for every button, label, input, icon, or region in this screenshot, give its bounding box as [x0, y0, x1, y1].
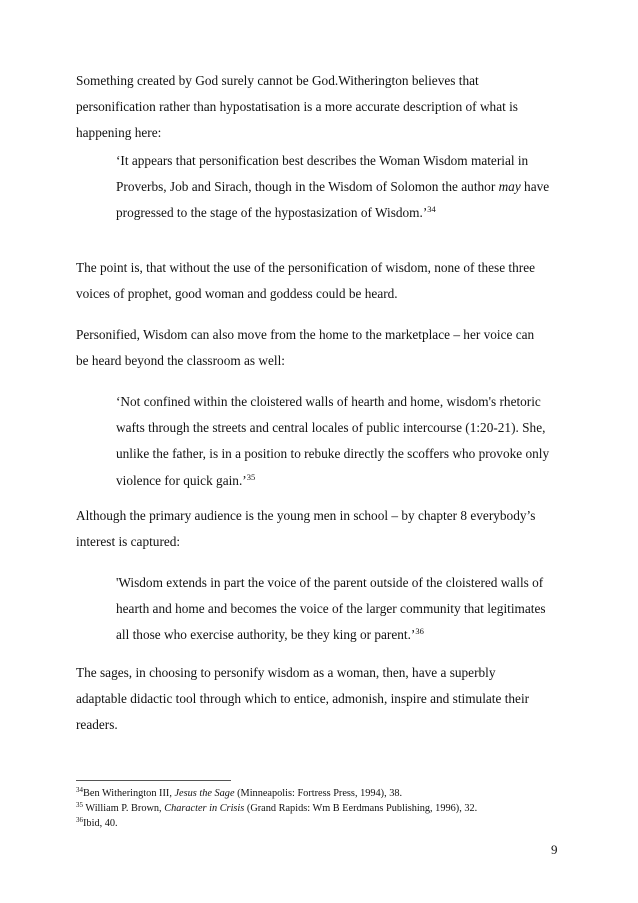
- paragraph-3-line-1: Personified, Wisdom can also move from the home to the marketplace – her voice can: [76, 327, 535, 342]
- page-number: 9: [551, 842, 558, 857]
- paragraph-1-line-1: Something created by God surely cannot be God.Witherington believes that: [76, 73, 479, 88]
- block-quote-2: [116, 389, 566, 494]
- footnote-35: [76, 801, 576, 816]
- footnote-36-number: 36: [76, 816, 83, 825]
- quote-3-line-2: hearth and home and becomes the voice of the larger community that legitimates: [116, 601, 546, 617]
- paragraph-4-line-2: interest is captured:: [76, 534, 181, 550]
- quote-1-emphasis: may: [498, 179, 521, 195]
- footnote-34-citation: (Minneapolis: Fortress Press, 1994), 38.: [234, 788, 403, 799]
- footnote-ref-36[interactable]: 36: [415, 626, 424, 637]
- footnote-34-title: Jesus the Sage: [174, 788, 235, 799]
- quote-3-line-3: [116, 622, 566, 648]
- paragraph-5-line-1: The sages, in choosing to personify wisdom as a woman, then, have a superbly: [76, 665, 496, 680]
- paragraph-5-line-3: readers.: [76, 717, 118, 733]
- paragraph-2: [76, 255, 566, 307]
- paragraph-4-line-1: Although the primary audience is the young men in school – by chapter 8 everybody’s: [76, 508, 536, 523]
- quote-1-line-2-end: have: [520, 179, 550, 195]
- quote-2-line-4-text: violence for quick gain.’: [116, 472, 247, 488]
- footnote-34: [76, 786, 576, 801]
- paragraph-5-line-2: adaptable didactic tool through which to entice, admonish, inspire and stimulate their: [76, 691, 530, 707]
- paragraph-1: [76, 68, 566, 147]
- paragraph-2-line-1: The point is, that without the use of the personification of wisdom, none of these three: [76, 260, 536, 275]
- footnote-ref-35[interactable]: 35: [246, 471, 256, 482]
- quote-1-line-3: [116, 200, 566, 226]
- footnote-ref-34[interactable]: 34: [427, 204, 436, 215]
- quote-2-line-3: unlike the father, is in a position to rebuke directly the scoffers who provoke only: [116, 446, 550, 462]
- footnote-35-text: William P. Brown,: [83, 803, 165, 815]
- paragraph-1-line-2: personification rather than hypostatisation is a more accurate description of what is: [76, 99, 518, 115]
- footnote-35-citation: (Grand Rapids: Wm B Eerdmans Publishing, 1996), 32.: [244, 803, 478, 815]
- footnote-36: [76, 816, 576, 831]
- footnote-35-number: 35: [76, 801, 83, 810]
- footnote-35-title: Character in Crisis: [164, 803, 245, 815]
- footnote-34-text: Ben Witherington III,: [83, 788, 175, 799]
- paragraph-5: [76, 660, 566, 739]
- footnote-34-number: 34: [76, 786, 83, 794]
- paragraph-2-line-2: voices of prophet, good woman and goddess could be heard.: [76, 286, 398, 302]
- quote-2-line-1: ‘Not confined within the cloistered walls of hearth and home, wisdom's rhetoric: [116, 394, 541, 409]
- quote-1-line-2: [116, 174, 566, 200]
- quote-3-line-1: 'Wisdom extends in part the voice of the parent outside of the cloistered walls of: [116, 575, 544, 590]
- quote-1-line-1: ‘It appears that personification best describes the Woman Wisdom material in: [116, 153, 529, 168]
- paragraph-4: [76, 503, 566, 555]
- footnote-36-text: Ibid, 40.: [83, 818, 118, 830]
- paragraph-3-line-2: be heard beyond the classroom as well:: [76, 353, 285, 369]
- quote-1-line-3-text: progressed to the stage of the hypostasization of Wisdom.’: [116, 205, 428, 221]
- quote-3-line-3-text: all those who exercise authority, be they king or parent.’: [116, 627, 416, 643]
- block-quote-1: [116, 148, 566, 227]
- quote-1-line-2-start: Proverbs, Job and Sirach, though in the Wisdom of Solomon the author: [116, 179, 499, 195]
- paragraph-3: [76, 322, 566, 374]
- quote-2-line-4: [116, 468, 566, 494]
- paragraph-1-line-3: happening here:: [76, 125, 162, 141]
- block-quote-3: [116, 570, 566, 649]
- footnotes: [76, 786, 576, 832]
- quote-2-line-2: wafts through the streets and central locales of public intercourse (1:20-21). She,: [116, 420, 546, 436]
- footnote-separator: [76, 780, 231, 781]
